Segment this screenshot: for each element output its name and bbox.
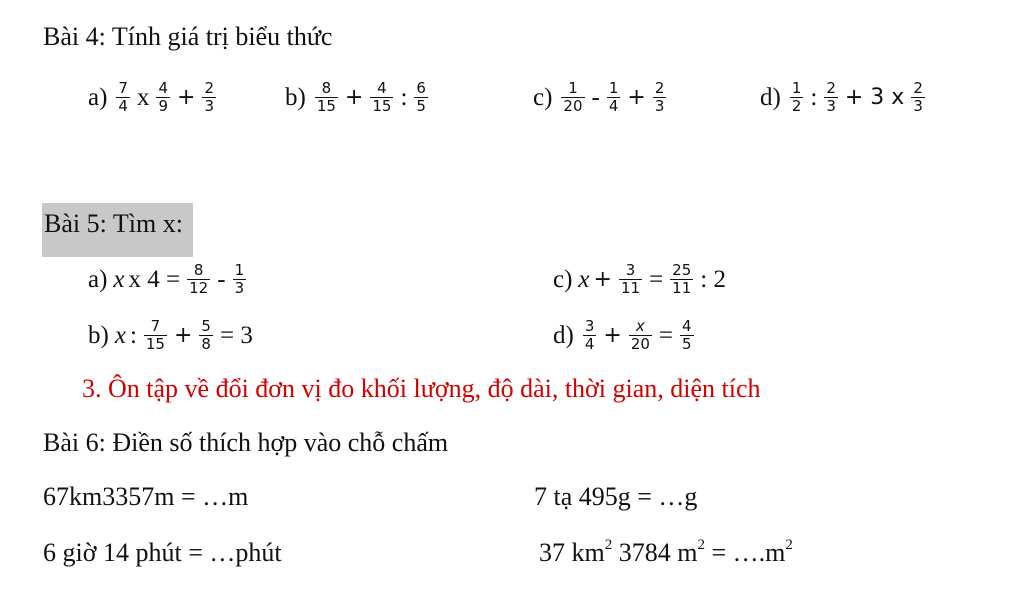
bai4-b-frac2: $\frac{4}{15}$	[372, 79, 392, 115]
bai4-b-op1: +	[344, 85, 364, 110]
bai4-b-op2: :	[400, 83, 408, 111]
bai5-b-op1: +	[173, 323, 193, 348]
bai5-d-frac2: $\frac{x}{20}$	[630, 317, 650, 353]
bai5-b-post: = 3	[219, 321, 253, 349]
bai4-a	[88, 80, 219, 115]
bai5-d-frac1: $\frac{3}{4}$	[584, 317, 595, 353]
bai5-b-pre: :	[129, 321, 137, 349]
bai6-left-2: 6 giờ 14 phút = …phút	[43, 538, 282, 567]
bai6-r2-sup1: 2	[604, 537, 613, 554]
bai6-right-2	[539, 538, 793, 568]
bai4-a-frac1: $\frac{7}{4}$	[118, 79, 128, 115]
bai4-d-op2: + 3 x	[844, 85, 905, 110]
bai6-r2-sup2: 2	[697, 537, 705, 554]
bai4-d-frac2: $\frac{2}{3}$	[826, 79, 836, 115]
bai5-d-frac3: $\frac{4}{5}$	[682, 317, 692, 353]
bai4-d-op1: :	[810, 83, 818, 111]
bai6-r2-sup3: 2	[785, 537, 793, 554]
bai5-d	[553, 318, 697, 353]
bai5-c-pre: +	[593, 267, 612, 292]
bai5-a-frac1: $\frac{8}{12}$	[189, 261, 209, 297]
bai4-d-frac3: $\frac{2}{3}$	[913, 79, 923, 115]
bai5-a-frac2: $\frac{1}{3}$	[234, 261, 245, 297]
bai4-a-op2: +	[177, 85, 196, 110]
bai4-c	[533, 80, 669, 115]
bai5-title: Bài 5: Tìm x:	[42, 203, 193, 257]
bai5-a-pre: x 4 =	[128, 265, 181, 293]
bai6-r2-part1: 37 km	[539, 538, 605, 567]
bai4-b-frac1: $\frac{8}{15}$	[316, 79, 336, 115]
bai4-c-op2: +	[627, 85, 646, 110]
bai5-c-op1: =	[649, 265, 664, 293]
bai4-d-label: d)	[760, 83, 781, 111]
bai5-b-frac1: $\frac{7}{15}$	[145, 317, 165, 353]
bai5-c-label: c)	[553, 265, 573, 293]
bai5-a-op1: -	[217, 265, 226, 293]
bai4-b-label: b)	[285, 83, 306, 111]
bai4-a-label: a)	[88, 83, 108, 111]
bai4-c-frac3: $\frac{2}{3}$	[654, 79, 665, 115]
bai4-a-frac3: $\frac{2}{3}$	[204, 79, 214, 115]
bai5-b-var: x	[114, 321, 126, 349]
bai5-b-frac2: $\frac{5}{8}$	[201, 317, 211, 353]
bai4-c-op1: -	[591, 83, 600, 111]
bai5-c-frac1: $\frac{3}{11}$	[620, 261, 641, 297]
bai5-b-label: b)	[88, 321, 109, 349]
bai5-b	[88, 318, 257, 353]
bai6-title: Bài 6: Điền số thích hợp vào chỗ chấm	[43, 428, 449, 457]
bai4-b	[285, 80, 431, 115]
bai5-c-var: x	[578, 265, 590, 293]
bai5-d-op2: =	[658, 321, 674, 349]
bai5-c	[553, 262, 730, 297]
bai5-a-label: a)	[88, 265, 108, 293]
bai6-r2-part2: 3784 m	[612, 538, 698, 567]
bai4-c-frac2: $\frac{1}{4}$	[608, 79, 619, 115]
bai5-a	[88, 262, 249, 297]
bai4-a-op1: x	[136, 83, 150, 111]
bai5-c-frac2: $\frac{25}{11}$	[672, 261, 692, 297]
bai4-b-frac3: $\frac{6}{5}$	[416, 79, 426, 115]
bai4-c-frac1: $\frac{1}{20}$	[563, 79, 583, 115]
bai6-r2-part3: = ….m	[704, 538, 786, 567]
bai4-a-frac2: $\frac{4}{9}$	[158, 79, 169, 115]
bai4-d	[760, 80, 928, 115]
bai4-d-frac1: $\frac{1}{2}$	[791, 79, 802, 115]
bai5-d-label: d)	[553, 321, 574, 349]
bai5-d-op1: +	[603, 323, 622, 348]
bai6-right-1: 7 tạ 495g = …g	[534, 482, 698, 511]
bai4-title: Bài 4: Tính giá trị biểu thức	[43, 22, 333, 51]
bai4-c-label: c)	[533, 83, 553, 111]
bai5-a-var: x	[113, 265, 125, 293]
bai6-left-1: 67km3357m = …m	[43, 482, 249, 511]
section3-heading: 3. Ôn tập về đổi đơn vị đo khối lượng, độ dài, thời gian, diện tích	[82, 374, 761, 403]
bai5-c-post: : 2	[700, 265, 726, 293]
